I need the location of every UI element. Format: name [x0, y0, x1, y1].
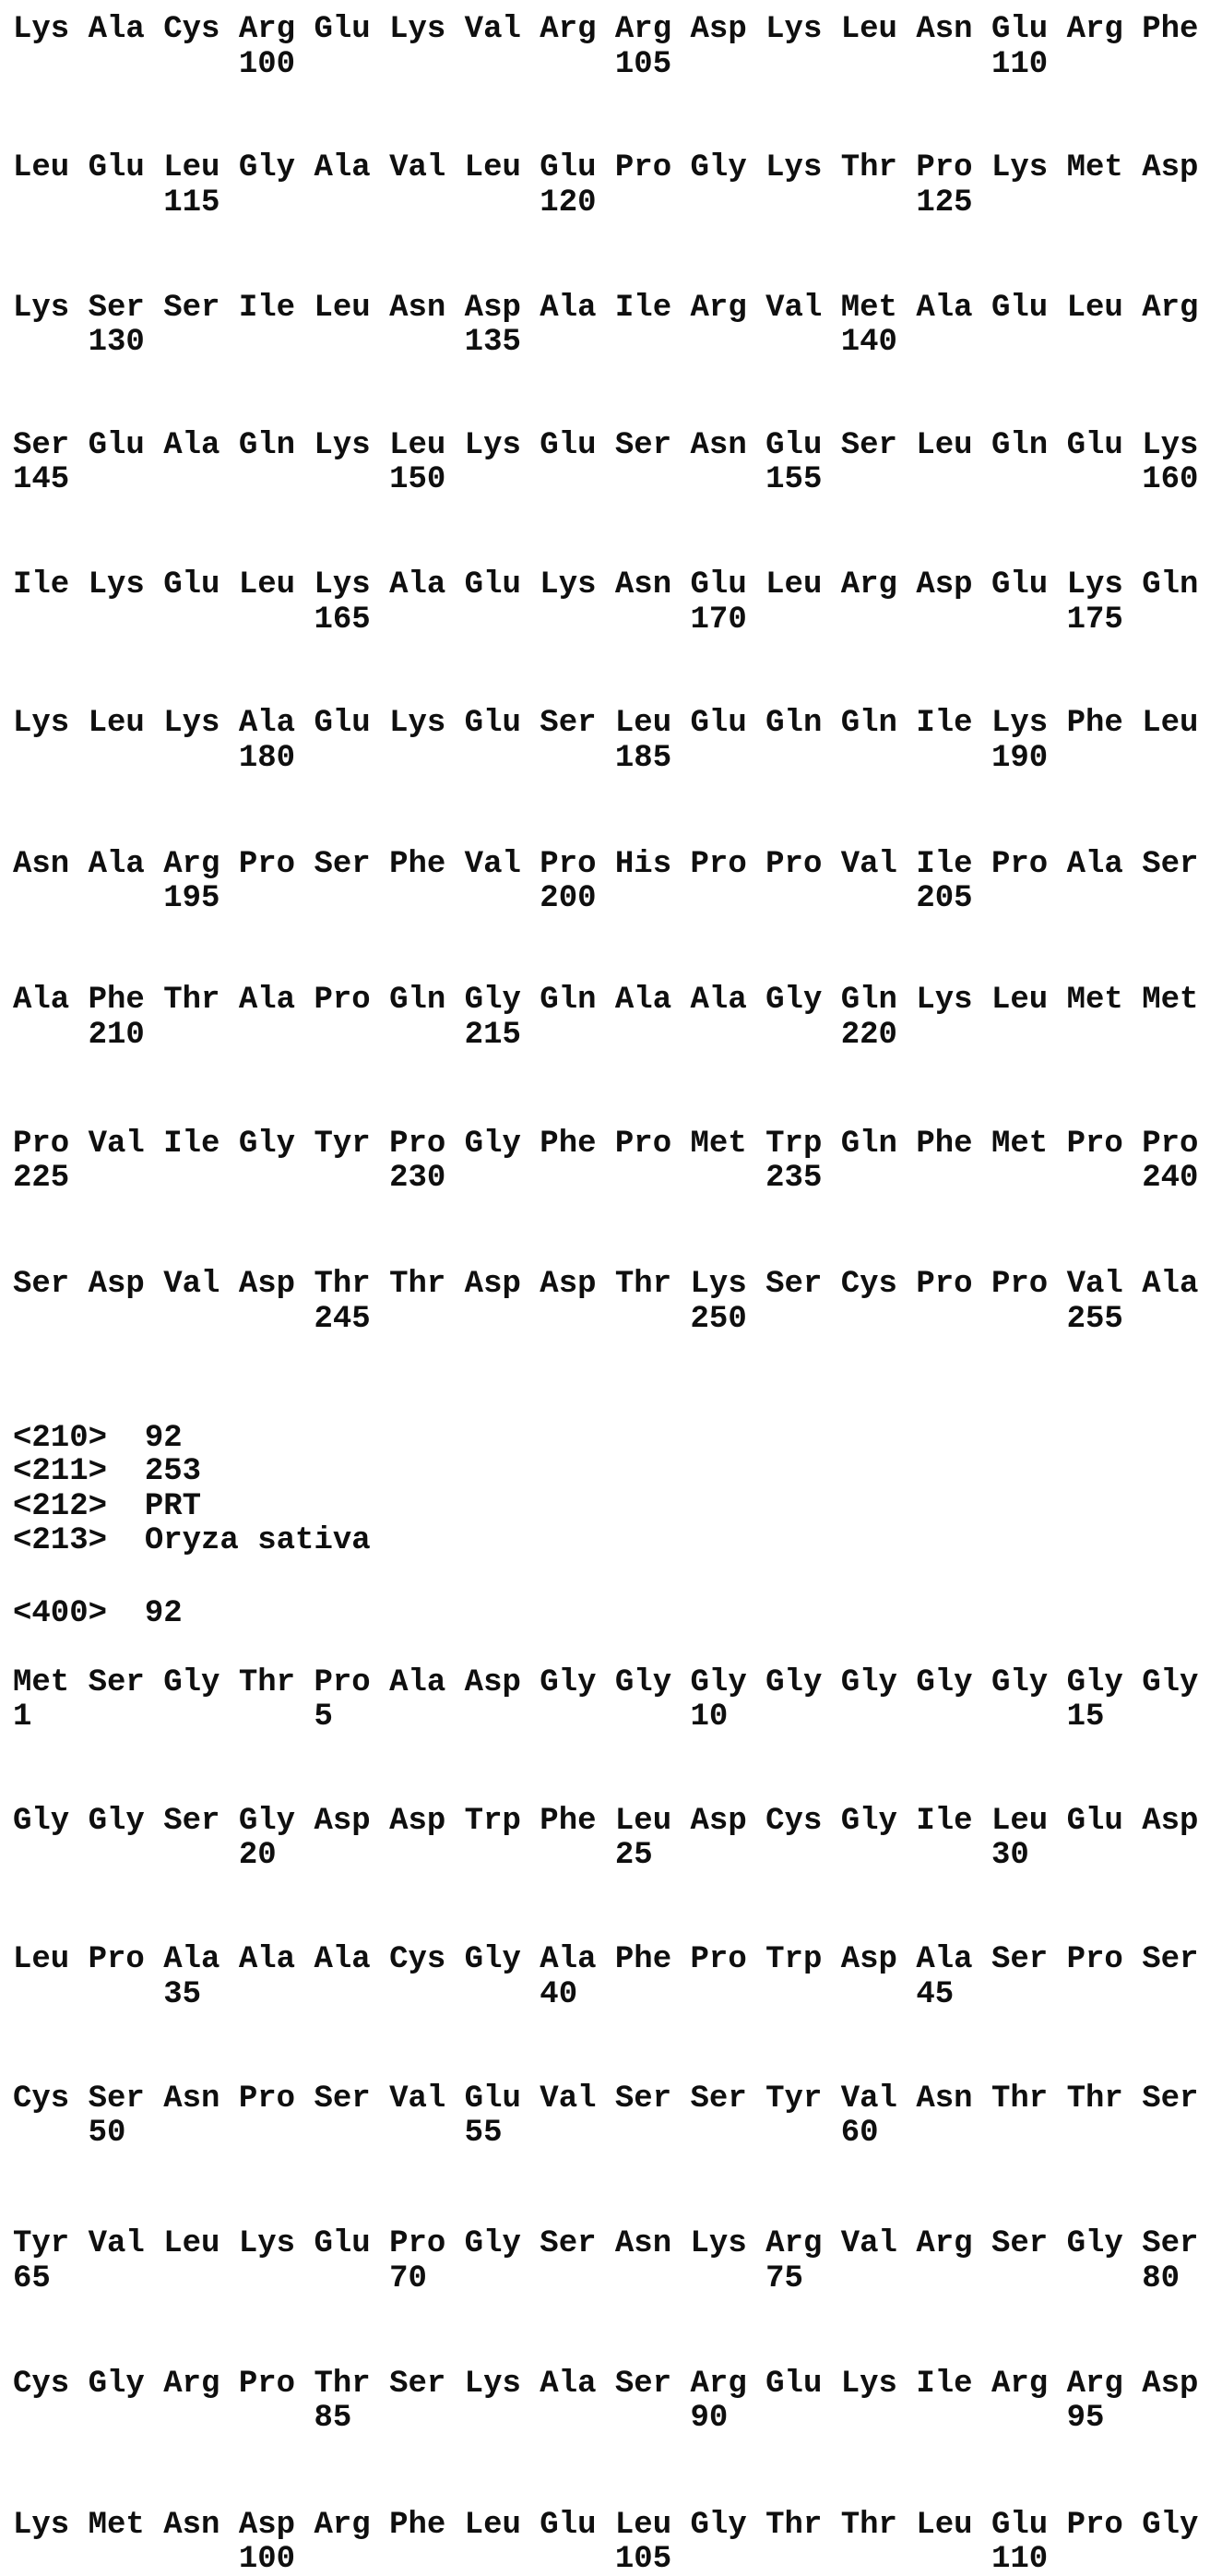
seq-prev-row-9-numbers: 225 230 235 240: [13, 1161, 1199, 1196]
seq-92-row-3-residues: Leu Pro Ala Ala Ala Cys Gly Ala Phe Pro Trp Asp Ala Ser Pro Ser: [13, 1942, 1199, 1977]
seq-prev-row-1-numbers: 100 105 110: [13, 47, 1049, 82]
seq-prev-row-4-residues: Ser Glu Ala Gln Lys Leu Lys Glu Ser Asn Glu Ser Leu Gln Glu Lys: [13, 428, 1199, 463]
seq-prev-row-7-residues: Asn Ala Arg Pro Ser Phe Val Pro His Pro Pro Val Ile Pro Ala Ser: [13, 847, 1199, 882]
seq-prev-row-6-residues: Lys Leu Lys Ala Glu Lys Glu Ser Leu Glu Gln Gln Ile Lys Phe Leu: [13, 706, 1199, 741]
seq-prev-row-2-numbers: 115 120 125: [13, 185, 973, 221]
tag-211-length: <211> 253: [13, 1454, 202, 1489]
seq-92-row-7-residues: Lys Met Asn Asp Arg Phe Leu Glu Leu Gly Thr Thr Leu Glu Pro Gly: [13, 2508, 1199, 2543]
seq-92-row-5-residues: Tyr Val Leu Lys Glu Pro Gly Ser Asn Lys Arg Val Arg Ser Gly Ser: [13, 2226, 1199, 2261]
seq-92-row-1-residues: Met Ser Gly Thr Pro Ala Asp Gly Gly Gly Gly Gly Gly Gly Gly Gly: [13, 1665, 1199, 1700]
tag-213-organism: <213> Oryza sativa: [13, 1523, 371, 1558]
tag-400-sequence-tag: <400> 92: [13, 1596, 183, 1631]
seq-prev-row-10-residues: Ser Asp Val Asp Thr Thr Asp Asp Thr Lys Ser Cys Pro Pro Val Ala: [13, 1267, 1199, 1302]
seq-92-row-4-numbers: 50 55 60: [13, 2116, 879, 2151]
seq-92-row-6-residues: Cys Gly Arg Pro Thr Ser Lys Ala Ser Arg Glu Lys Ile Arg Arg Asp: [13, 2367, 1199, 2402]
seq-prev-row-9-residues: Pro Val Ile Gly Tyr Pro Gly Phe Pro Met Trp Gln Phe Met Pro Pro: [13, 1127, 1199, 1162]
seq-prev-row-8-numbers: 210 215 220: [13, 1018, 897, 1053]
seq-prev-row-10-numbers: 245 250 255: [13, 1302, 1123, 1337]
seq-prev-row-6-numbers: 180 185 190: [13, 741, 1049, 776]
seq-prev-row-4-numbers: 145 150 155 160: [13, 462, 1199, 497]
seq-prev-row-7-numbers: 195 200 205: [13, 881, 973, 916]
tag-212-type: <212> PRT: [13, 1489, 202, 1524]
seq-prev-row-8-residues: Ala Phe Thr Ala Pro Gln Gly Gln Ala Ala Gly Gln Lys Leu Met Met: [13, 983, 1199, 1018]
seq-92-row-5-numbers: 65 70 75 80: [13, 2261, 1180, 2296]
seq-prev-row-1-residues: Lys Ala Cys Arg Glu Lys Val Arg Arg Asp Lys Leu Asn Glu Arg Phe: [13, 12, 1199, 47]
seq-prev-row-3-residues: Lys Ser Ser Ile Leu Asn Asp Ala Ile Arg Val Met Ala Glu Leu Arg: [13, 291, 1199, 326]
seq-92-row-7-numbers: 100 105 110: [13, 2542, 1049, 2576]
seq-92-row-6-numbers: 85 90 95: [13, 2401, 1105, 2436]
seq-prev-row-5-residues: Ile Lys Glu Leu Lys Ala Glu Lys Asn Glu Leu Arg Asp Glu Lys Gln: [13, 567, 1199, 602]
seq-92-row-3-numbers: 35 40 45: [13, 1977, 955, 2012]
seq-92-row-2-residues: Gly Gly Ser Gly Asp Asp Trp Phe Leu Asp Cys Gly Ile Leu Glu Asp: [13, 1804, 1199, 1839]
seq-92-row-4-residues: Cys Ser Asn Pro Ser Val Glu Val Ser Ser Tyr Val Asn Thr Thr Ser: [13, 2081, 1199, 2117]
seq-prev-row-3-numbers: 130 135 140: [13, 325, 897, 360]
seq-92-row-2-numbers: 20 25 30: [13, 1838, 1029, 1873]
seq-prev-row-2-residues: Leu Glu Leu Gly Ala Val Leu Glu Pro Gly Lys Thr Pro Lys Met Asp: [13, 150, 1199, 185]
seq-92-row-1-numbers: 1 5 10 15: [13, 1699, 1105, 1735]
tag-210-seq-id: <210> 92: [13, 1421, 183, 1456]
seq-prev-row-5-numbers: 165 170 175: [13, 602, 1123, 638]
